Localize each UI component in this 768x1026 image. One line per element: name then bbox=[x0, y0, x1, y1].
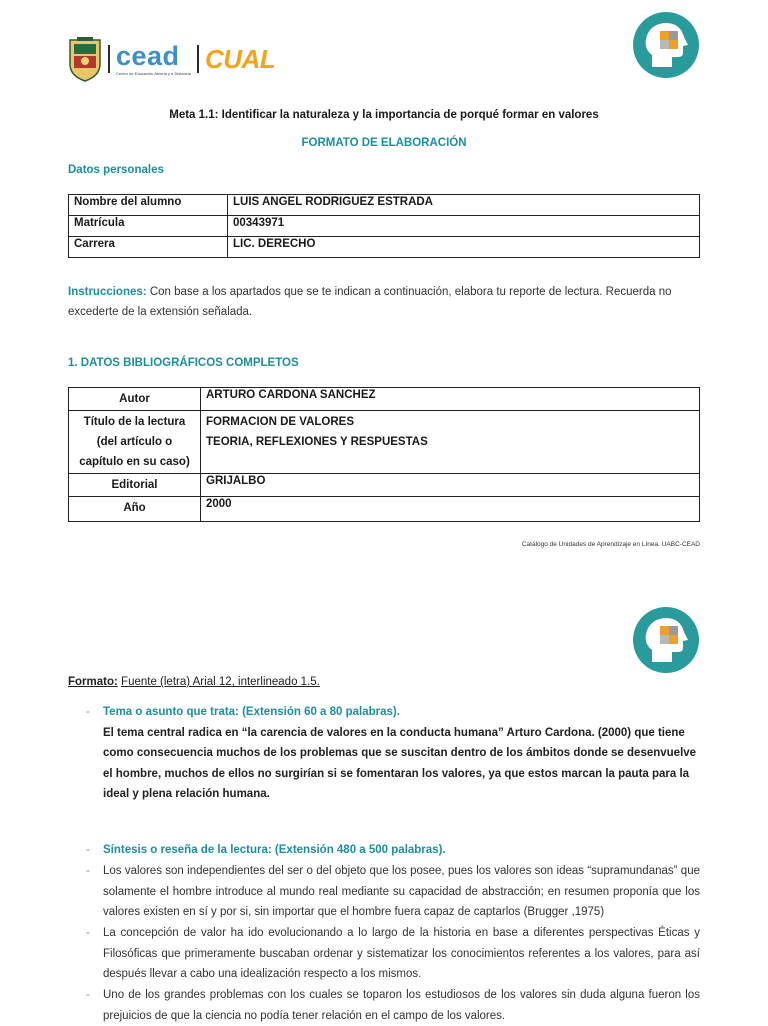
uabc-shield-icon bbox=[68, 36, 102, 82]
cell-label: Nombre del alumno bbox=[69, 195, 228, 216]
cead-wordmark: cead bbox=[116, 41, 180, 71]
cell-value: 00343971 bbox=[228, 216, 700, 237]
cell-label: Matrícula bbox=[69, 216, 228, 237]
title-value-line: FORMACION DE VALORES bbox=[206, 416, 355, 428]
cell-value bbox=[201, 411, 700, 474]
personal-heading: Datos personales bbox=[68, 164, 164, 176]
sintesis-paragraph: La concepción de valor ha ido evolucionando a lo largo de la historia en base a diferentes perspectivas Éticas y Filosóficas que primeramente buscaban ordenar y sistematizar los conocimientos referentes a los valores, para así después llevar a cabo una idealización respecto a los mismos. bbox=[103, 927, 700, 980]
table-row bbox=[69, 216, 700, 237]
biblio-heading: 1. DATOS BIBLIOGRÁFICOS COMPLETOS bbox=[68, 357, 299, 369]
title-label-line: capítulo en su caso) bbox=[79, 456, 190, 468]
biblio-table bbox=[68, 387, 700, 522]
tema-body: El tema central radica en “la carencia de valores en la conducta humana” Arturo Cardona. (2000) que tiene como consecuencia muchos de los problemas que se suscitan dentro de los ámbitos donde se desenvuelve el hombre, muchos de ellos no surgirían si se fomentaran los valores, ya que estos marcan la pauta para la ideal y plena relación humana. bbox=[103, 726, 697, 800]
format-label: Formato: bbox=[68, 676, 118, 688]
head-puzzle-icon bbox=[632, 606, 700, 674]
head-puzzle-icon bbox=[632, 11, 700, 79]
cell-label: Editorial bbox=[69, 474, 201, 497]
title-label-line: Título de la lectura bbox=[83, 416, 186, 428]
cell-value: ARTURO CARDONA SANCHEZ bbox=[201, 388, 700, 411]
instructions-text: Con base a los apartados que se te indican a continuación, elabora tu reporte de lectura. Recuerda no excederte de la extensión señalada. bbox=[68, 286, 672, 318]
sintesis-heading: Síntesis o reseña de la lectura: (Extensión 480 a 500 palabras). bbox=[103, 844, 446, 856]
sintesis-section bbox=[68, 840, 700, 861]
cell-value: LIC. DERECHO bbox=[228, 237, 700, 258]
format-title: FORMATO DE ELABORACIÓN bbox=[301, 137, 467, 149]
bullet-dash: - bbox=[86, 989, 90, 1001]
table-row bbox=[69, 195, 700, 216]
table-row bbox=[69, 237, 700, 258]
divider bbox=[197, 45, 199, 73]
divider bbox=[108, 45, 110, 73]
footer-note: Catálogo de Unidades de Aprendizaje en Línea. UABC-CEAD bbox=[521, 541, 700, 548]
tema-section bbox=[68, 702, 700, 805]
list-item bbox=[68, 861, 700, 923]
cell-label bbox=[69, 411, 201, 474]
sintesis-paragraph: Los valores son independientes del ser o del objeto que los posee, pues los valores son ideas “supramundanas” que solamente el hombre introduce al mundo real mediante su capacidad de abstracción; en resumen proponía que los valores existen en sí y por si, sin importar que el hombre fuera capaz de captarlos (Brugger ,1975) bbox=[103, 865, 700, 918]
personal-table bbox=[68, 194, 700, 258]
title-label-line: (del artículo o bbox=[96, 436, 173, 448]
table-row bbox=[69, 474, 700, 497]
cead-subtitle: Centro de Educación Abierta y a Distancia bbox=[116, 71, 191, 76]
instructions bbox=[68, 282, 702, 322]
cead-logo bbox=[116, 42, 191, 76]
meta-title: Meta 1.1: Identificar la naturaleza y la importancia de porqué formar en valores bbox=[169, 109, 599, 121]
header-logos bbox=[68, 34, 275, 84]
cell-label: Autor bbox=[69, 388, 201, 411]
format-note bbox=[68, 676, 320, 688]
cell-value: 2000 bbox=[201, 497, 700, 522]
list-item bbox=[68, 923, 700, 985]
cell-value: GRIJALBO bbox=[201, 474, 700, 497]
table-row bbox=[69, 388, 700, 411]
table-row bbox=[69, 411, 700, 474]
cell-value: LUIS ANGEL RODRIGUEZ ESTRADA bbox=[228, 195, 700, 216]
bullet-dash: - bbox=[86, 927, 90, 939]
cual-logo: CUAL bbox=[204, 43, 276, 74]
cell-label: Carrera bbox=[69, 237, 228, 258]
sintesis-paragraph: Uno de los grandes problemas con los cuales se toparon los estudiosos de los valores sin duda alguna fueron los prejuicios de que la ciencia no podía tener relación en el campo de los valores. bbox=[103, 989, 700, 1022]
list-item bbox=[68, 985, 700, 1026]
title-value-line: TEORIA, REFLEXIONES Y RESPUESTAS bbox=[206, 436, 428, 448]
instructions-label: Instrucciones: bbox=[68, 286, 147, 298]
tema-heading: Tema o asunto que trata: (Extensión 60 a 80 palabras). bbox=[103, 706, 400, 718]
bullet-dash: - bbox=[86, 865, 90, 877]
cell-label: Año bbox=[69, 497, 201, 522]
bullet-dash: - bbox=[86, 844, 90, 856]
format-text: Fuente (letra) Arial 12, interlineado 1.5. bbox=[121, 676, 320, 688]
table-row bbox=[69, 497, 700, 522]
bullet-dash: - bbox=[86, 706, 90, 718]
